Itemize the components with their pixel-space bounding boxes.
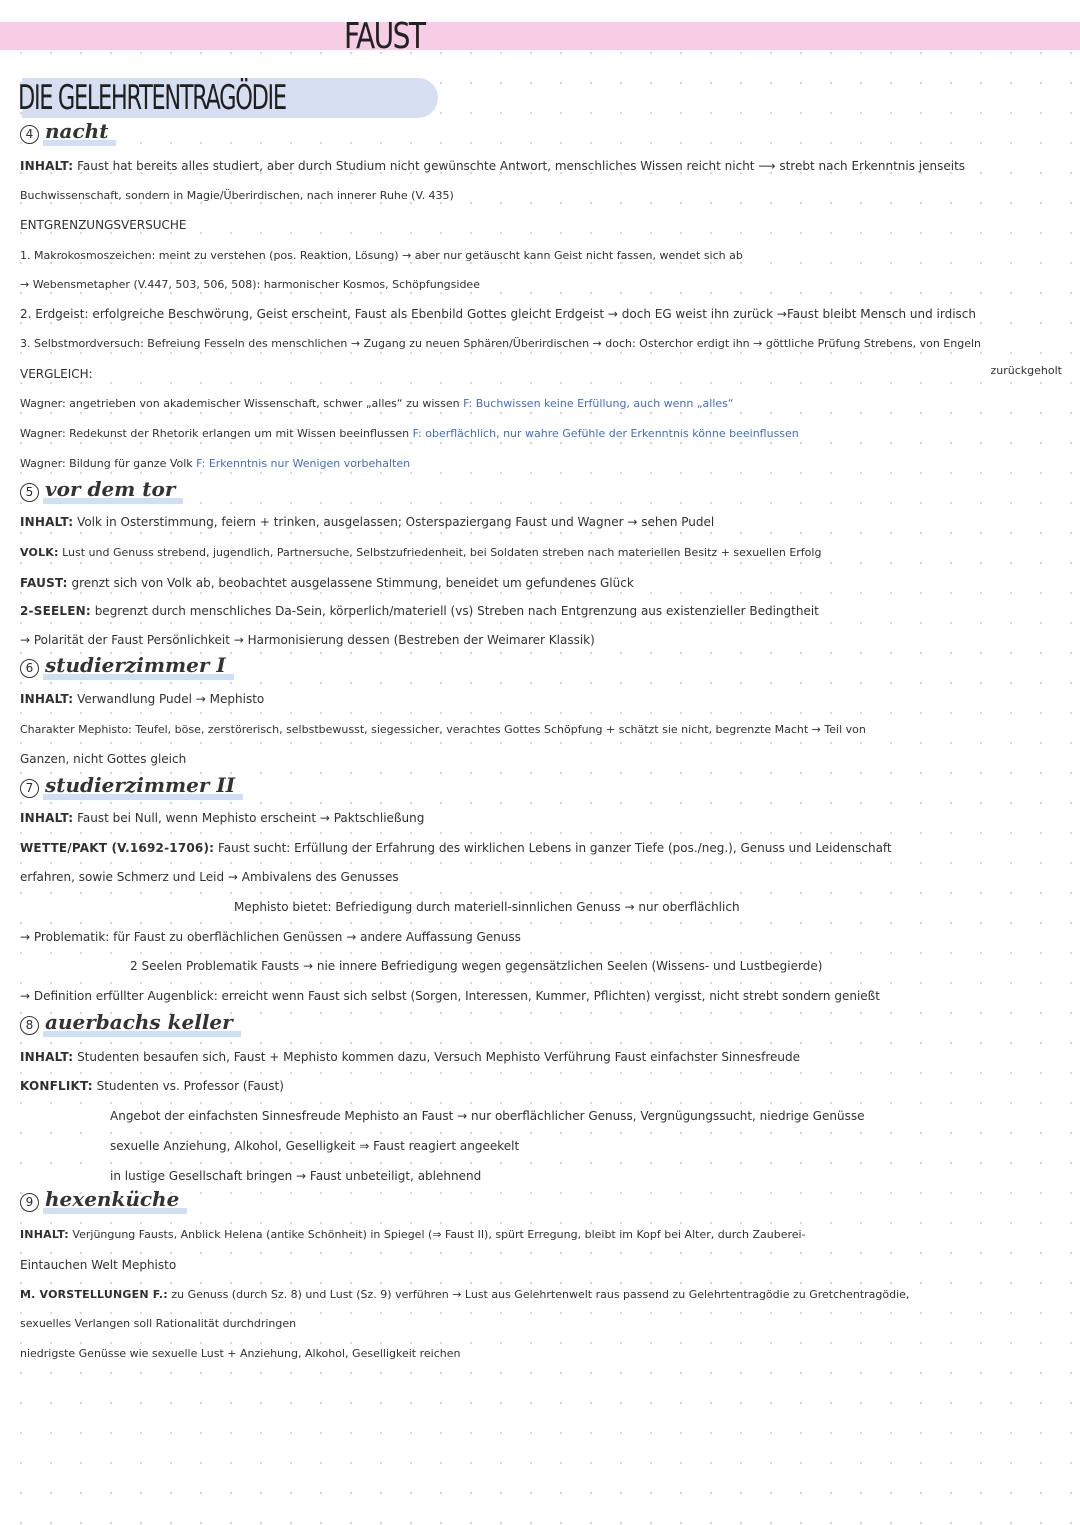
s4-entgrenzung-3: 3. Selbstmordversuch: Befreiung Fesseln des menschlichen → Zugang zu neuen Sphären/Überirdischen → doch: Osterchor erdigt ihn → göttliche Prüfung Strebens, von Engeln [20,337,982,350]
s9-vorstellungen: M. VORSTELLUNGEN F.: zu Genuss (durch Sz. 8) und Lust (Sz. 9) verführen → Lust aus Gelehrtenwelt raus passend zu Gelehrtentragödie zu Gretchentragödie, [20,1288,910,1301]
section-number: 4 [20,125,39,144]
section-6-heading [20,653,234,682]
section-5-heading [20,477,183,506]
section-title: vor dem tor [43,480,183,504]
s4-wagner-1: Wagner: angetrieben von akademischer Wissenschaft, schwer „alles“ zu wissen F: Buchwissen keine Erfüllung, auch wenn „alles“ [20,397,734,410]
s7-wette-cont: erfahren, sowie Schmerz und Leid → Ambivalens des Genusses [20,870,399,884]
s8-inhalt: INHALT: Studenten besaufen sich, Faust + Mephisto kommen dazu, Versuch Mephisto Verführung Faust einfachster Sinnesfreude [20,1050,800,1064]
s4-entgrenzung-1: 1. Makrokosmoszeichen: meint zu verstehen (pos. Reaktion, Lösung) → aber nur getäuscht kann Geist nicht fassen, wendet sich ab [20,249,743,262]
section-number: 5 [20,483,39,502]
s5-faust: FAUST: grenzt sich von Volk ab, beobachtet ausgelassene Stimmung, beneidet um gefundenes Glück [20,576,634,590]
s7-inhalt: INHALT: Faust bei Null, wenn Mephisto erscheint → Paktschließung [20,811,425,825]
s5-seelen: 2-SEELEN: begrenzt durch menschliches Da-Sein, körperlich/materiell (vs) Streben nach Entgrenzung aus existenzieller Bedingtheit [20,604,819,618]
s4-inhalt: INHALT: Faust hat bereits alles studiert, aber durch Studium nicht gewünschte Antwort, menschliches Wissen reicht nicht ⟶ strebt nach Erkenntnis jenseits [20,159,966,173]
s5-inhalt: INHALT: Volk in Osterstimmung, feiern + trinken, ausgelassen; Osterspaziergang Faust und Wagner → sehen Pudel [20,515,715,529]
s7-mephisto-bietet: Mephisto bietet: Befriedigung durch materiell-sinnlichen Genuss → nur oberflächlich [234,900,740,914]
s6-charakter: Charakter Mephisto: Teufel, böse, zerstörerisch, selbstbewusst, siegessicher, verachtes Gottes Schöpfung + schätzt sie nicht, begrenzte Macht → Teil von [20,723,866,736]
s4-vergleich-label: VERGLEICH: [20,367,93,381]
section-9-heading [20,1187,187,1216]
s4-inhalt-cont: Buchwissenschaft, sondern in Magie/Überirdischen, nach innerer Ruhe (V. 435) [20,189,454,202]
s7-definition: → Definition erfüllter Augenblick: erreicht wenn Faust sich selbst (Sorgen, Interessen, Kummer, Pflichten) vergisst, nicht strebt sondern genießt [20,989,880,1003]
section-8-heading [20,1010,241,1039]
main-heading [18,78,438,118]
main-heading-text: DIE GELEHRTENTRAGÖDIE [18,78,286,118]
s5-polaritaet: → Polarität der Faust Persönlichkeit → Harmonisierung dessen (Bestreben der Weimarer Klassik) [20,633,595,647]
s4-entgrenzung-1b: → Webensmetapher (V.447, 503, 506, 508): harmonischer Kosmos, Schöpfungsidee [20,278,480,291]
s7-problematik: → Problematik: für Faust zu oberflächlichen Genüssen → andere Auffassung Genuss [20,930,521,944]
s4-wagner-3: Wagner: Bildung für ganze Volk F: Erkenntnis nur Wenigen vorbehalten [20,457,411,470]
section-title: auerbachs keller [43,1013,241,1037]
section-number: 9 [20,1193,39,1212]
s7-wette: WETTE/PAKT (V.1692-1706): Faust sucht: Erfüllung der Erfahrung des wirklichen Lebens in ganzer Tiefe (pos./neg.), Genuss und Leidenschaft [20,841,892,855]
section-number: 6 [20,659,39,678]
s9-inhalt-cont: Eintauchen Welt Mephisto [20,1258,177,1272]
s4-zurueckgeholt: zurückgeholt [990,364,1062,377]
section-title: hexenküche [43,1190,187,1214]
section-title: nacht [43,122,116,146]
s9-vorstellungen-3: niedrigste Genüsse wie sexuelle Lust + Anziehung, Alkohol, Geselligkeit reichen [20,1347,461,1360]
s9-inhalt: INHALT: Verjüngung Fausts, Anblick Helena (antike Schönheit) in Spiegel (⇒ Faust II), spürt Erregung, bleibt im Kopf bei Alter, durch Zauberei- [20,1228,806,1241]
s9-vorstellungen-2: sexuelles Verlangen soll Rationalität durchdringen [20,1317,297,1330]
section-title: studierzimmer I [43,656,234,680]
s8-angebot: Angebot der einfachsten Sinnesfreude Mephisto an Faust → nur oberflächlicher Genuss, Vergnügungssucht, niedrige Genüsse [110,1109,865,1123]
s4-entgrenzung-2: 2. Erdgeist: erfolgreiche Beschwörung, Geist erscheint, Faust als Ebenbild Gottes gleicht Erdgeist → doch EG weist ihn zurück →Faust bleibt Mensch und irdisch [20,307,977,321]
section-title: studierzimmer II [43,776,243,800]
s8-angebot-3: in lustige Gesellschaft bringen → Faust unbeteiligt, ablehnend [110,1169,482,1183]
s6-inhalt: INHALT: Verwandlung Pudel → Mephisto [20,692,265,706]
s7-zwei-seelen: 2 Seelen Problematik Fausts → nie innere Befriedigung wegen gegensätzlichen Seelen (Wissens- und Lustbegierde) [130,959,823,973]
section-number: 7 [20,779,39,798]
section-number: 8 [20,1016,39,1035]
s4-entgrenzung-label: ENTGRENZUNGSVERSUCHE [20,218,187,232]
section-4-heading [20,119,116,148]
s4-wagner-2: Wagner: Redekunst der Rhetorik erlangen um mit Wissen beeinflussen F: oberflächlich, nur wahre Gefühle der Erkenntnis könne beeinflussen [20,427,799,440]
s5-volk: VOLK: Lust und Genuss strebend, jugendlich, Partnersuche, Selbstzufriedenheit, bei Soldaten streben nach materiellen Besitz + sexuellen Erfolg [20,546,822,559]
s6-charakter-cont: Ganzen, nicht Gottes gleich [20,752,187,766]
section-7-heading [20,773,243,802]
page-title: FAUST [344,16,425,57]
title-banner [0,22,1080,50]
s8-angebot-2: sexuelle Anziehung, Alkohol, Geselligkeit ⇒ Faust reagiert angeekelt [110,1139,520,1153]
s8-konflikt: KONFLIKT: Studenten vs. Professor (Faust) [20,1079,284,1093]
